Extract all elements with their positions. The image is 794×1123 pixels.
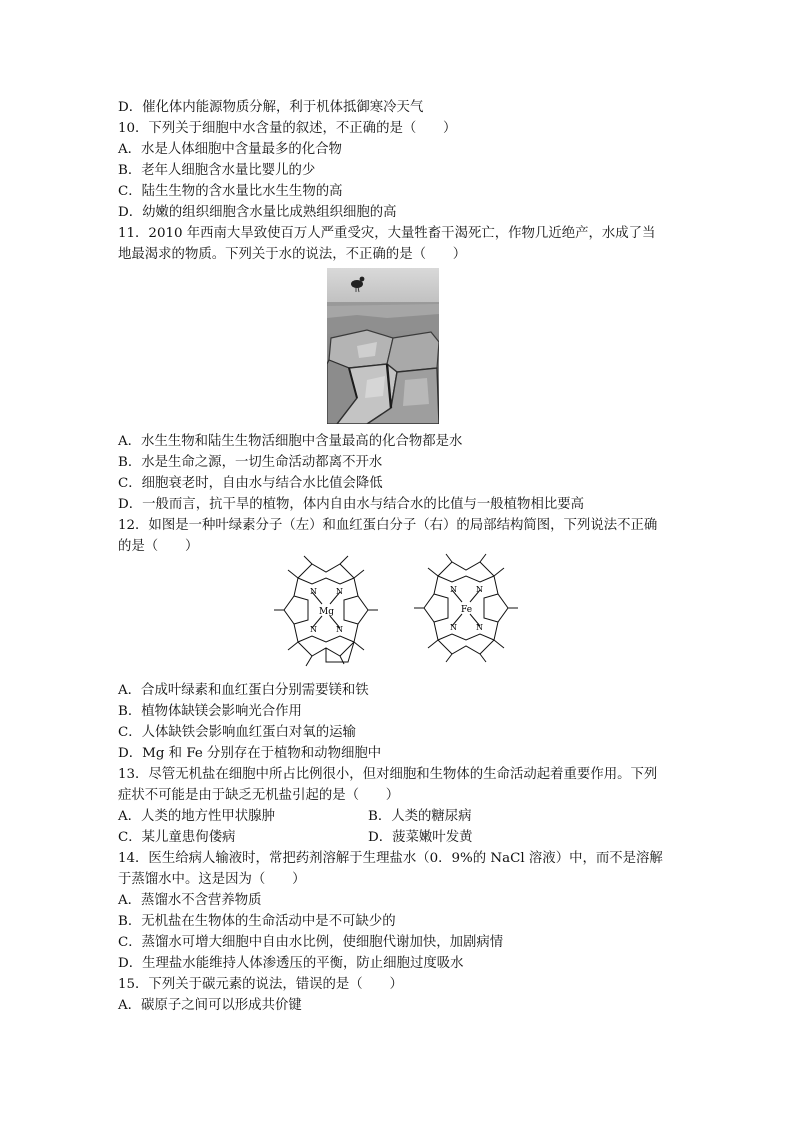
q13-option-a: A．人类的地方性甲状腺肿 [118,809,275,824]
q13-options-row2 [118,828,698,848]
q11-option-c: C．细胞衰老时，自由水与结合水比值会降低 [118,476,383,491]
heme-structure [410,552,522,668]
q13-option-b: B．人类的糖尿病 [368,809,472,824]
q9-option-d: D．催化体内能源物质分解，利于机体抵御寒冷天气 [118,100,424,115]
nitrogen-label: N [450,585,457,594]
q10-stem: 10．下列关于细胞中水含量的叙述，不正确的是（ ） [118,121,457,136]
q14-option-b: B．无机盐在生物体的生命活动中是不可缺少的 [118,914,396,929]
drought-photo [327,268,439,424]
q11-option-b: B．水是生命之源，一切生命活动都离不开水 [118,455,383,470]
q10-option-b: B．老年人细胞含水量比婴儿的少 [118,163,316,178]
nitrogen-label: N [476,623,483,632]
q14-stem-line1: 14．医生给病人输液时，常把药剂溶解于生理盐水（0．9%的 NaCl 溶液）中，而不是溶解 [118,851,663,866]
q10-option-a: A．水是人体细胞中含量最多的化合物 [118,142,342,157]
q11-stem-line2: 地最渴求的物质。下列关于水的说法，不正确的是（ ） [118,247,467,262]
q11-option-d: D．一般而言，抗干旱的植物，体内自由水与结合水的比值与一般植物相比要高 [118,497,585,512]
nitrogen-label: N [310,625,317,634]
q13-options-row1 [118,807,698,827]
q12-option-d: D．Mg 和 Fe 分别存在于植物和动物细胞中 [118,746,382,761]
q14-option-d: D．生理盐水能维持人体渗透压的平衡，防止细胞过度吸水 [118,956,464,971]
q11-stem-line1: 11．2010 年西南大旱致使百万人严重受灾，大量牲畜干渴死亡，作物几近绝产，水成了当 [118,226,656,241]
q14-option-a: A．蒸馏水不含营养物质 [118,893,262,908]
nitrogen-label: N [310,587,317,596]
q12-stem-line2: 的是（ ） [118,539,199,554]
magnesium-label: Mg [319,607,334,617]
q14-stem-line2: 于蒸馏水中。这是因为（ ） [118,872,306,887]
nitrogen-label: N [336,625,343,634]
q15-stem: 15．下列关于碳元素的说法，错误的是（ ） [118,977,403,992]
q12-option-a: A．合成叶绿素和血红蛋白分别需要镁和铁 [118,683,369,698]
cracked-earth-image [327,268,439,424]
q13-stem-line1: 13．尽管无机盐在细胞中所占比例很小，但对细胞和生物体的生命活动起着重要作用。下列 [118,767,658,782]
q10-option-c: C．陆生生物的含水量比水生生物的高 [118,184,343,199]
chlorophyll-structure [272,552,380,674]
q13-option-d: D．菠菜嫩叶发黄 [368,830,473,845]
q15-option-a: A．碳原子之间可以形成共价键 [118,998,302,1013]
q12-option-b: B．植物体缺镁会影响光合作用 [118,704,302,719]
q12-option-c: C．人体缺铁会影响血红蛋白对氧的运输 [118,725,356,740]
q11-option-a: A．水生生物和陆生生物活细胞中含量最高的化合物都是水 [118,434,463,449]
iron-label: Fe [461,605,473,615]
q10-option-d: D．幼嫩的组织细胞含水量比成熟组织细胞的高 [118,205,397,220]
q13-option-c: C．某儿童患佝偻病 [118,830,236,845]
q13-stem-line2: 症状不可能是由于缺乏无机盐引起的是（ ） [118,788,400,803]
nitrogen-label: N [476,585,483,594]
q14-option-c: C．蒸馏水可增大细胞中自由水比例，使细胞代谢加快，加剧病情 [118,935,504,950]
q12-stem-line1: 12．如图是一种叶绿素分子（左）和血红蛋白分子（右）的局部结构简图，下列说法不正确 [118,518,658,533]
nitrogen-label: N [450,623,457,632]
nitrogen-label: N [336,587,343,596]
